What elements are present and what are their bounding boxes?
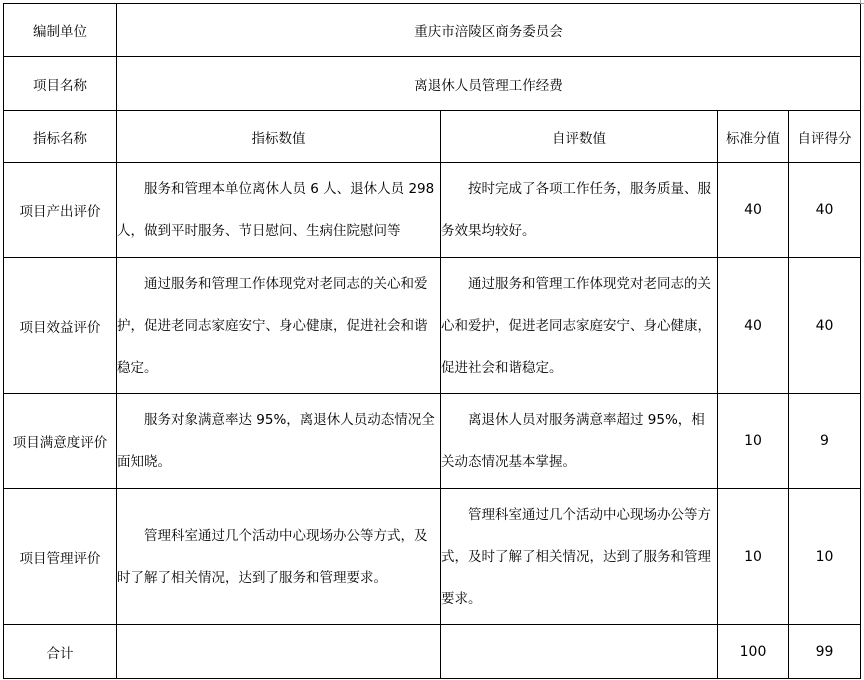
evaluation-table xyxy=(3,3,861,679)
total-row xyxy=(4,625,861,679)
project-label: 项目名称 xyxy=(4,57,117,111)
row-score: 40 xyxy=(789,258,861,394)
row-name: 项目满意度评价 xyxy=(4,394,117,489)
total-empty-cell xyxy=(441,625,718,679)
total-label: 合计 xyxy=(4,625,117,679)
unit-label: 编制单位 xyxy=(4,4,117,57)
row-indicator-text: 通过服务和管理工作体现党对老同志的关心和爱护，促进老同志家庭安宁、身心健康，促进社会和谐稳定。 xyxy=(117,275,428,376)
table-row xyxy=(4,394,861,489)
unit-row xyxy=(4,4,861,57)
row-self-value xyxy=(441,489,718,625)
row-name: 项目管理评价 xyxy=(4,489,117,625)
project-row xyxy=(4,57,861,111)
row-self-text: 离退休人员对服务满意率超过 95%，相关动态情况基本掌握。 xyxy=(441,412,705,470)
project-value: 离退休人员管理工作经费 xyxy=(117,57,861,111)
row-self-text: 按时完成了各项工作任务，服务质量、服务效果均较好。 xyxy=(441,181,711,239)
row-indicator-text: 服务和管理本单位离休人员 6 人、退休人员 298 人，做到平时服务、节日慰问、生病住院慰问等 xyxy=(117,181,435,239)
row-self-text: 通过服务和管理工作体现党对老同志的关心和爱护，促进老同志家庭安宁、身心健康，促进社会和谐稳定。 xyxy=(441,275,711,376)
row-indicator-text: 管理科室通过几个活动中心现场办公等方式，及时了解了相关情况，达到了服务和管理要求。 xyxy=(117,527,428,586)
header-standard-score: 标准分值 xyxy=(718,111,789,163)
corner-mark xyxy=(860,0,864,4)
total-empty-cell xyxy=(117,625,441,679)
row-score: 10 xyxy=(789,489,861,625)
total-score: 99 xyxy=(789,625,861,679)
row-standard: 10 xyxy=(718,394,789,489)
row-standard: 40 xyxy=(718,258,789,394)
row-standard: 10 xyxy=(718,489,789,625)
row-standard: 40 xyxy=(718,163,789,258)
row-name: 项目效益评价 xyxy=(4,258,117,394)
header-row xyxy=(4,111,861,163)
header-self-value: 自评数值 xyxy=(441,111,718,163)
row-indicator-value xyxy=(117,489,441,625)
row-indicator-value xyxy=(117,163,441,258)
row-self-value xyxy=(441,163,718,258)
header-indicator: 指标名称 xyxy=(4,111,117,163)
row-score: 40 xyxy=(789,163,861,258)
row-self-value xyxy=(441,394,718,489)
table-row xyxy=(4,163,861,258)
row-indicator-value xyxy=(117,258,441,394)
row-name: 项目产出评价 xyxy=(4,163,117,258)
header-self-score: 自评得分 xyxy=(789,111,861,163)
row-self-text: 管理科室通过几个活动中心现场办公等方式，及时了解了相关情况，达到了服务和管理要求。 xyxy=(441,506,711,607)
total-standard: 100 xyxy=(718,625,789,679)
row-indicator-text: 服务对象满意率达 95%，离退休人员动态情况全面知晓。 xyxy=(117,412,435,470)
unit-value: 重庆市涪陵区商务委员会 xyxy=(117,4,861,57)
table-row xyxy=(4,489,861,625)
table-row xyxy=(4,258,861,394)
row-self-value xyxy=(441,258,718,394)
row-score: 9 xyxy=(789,394,861,489)
header-indicator-value: 指标数值 xyxy=(117,111,441,163)
row-indicator-value xyxy=(117,394,441,489)
